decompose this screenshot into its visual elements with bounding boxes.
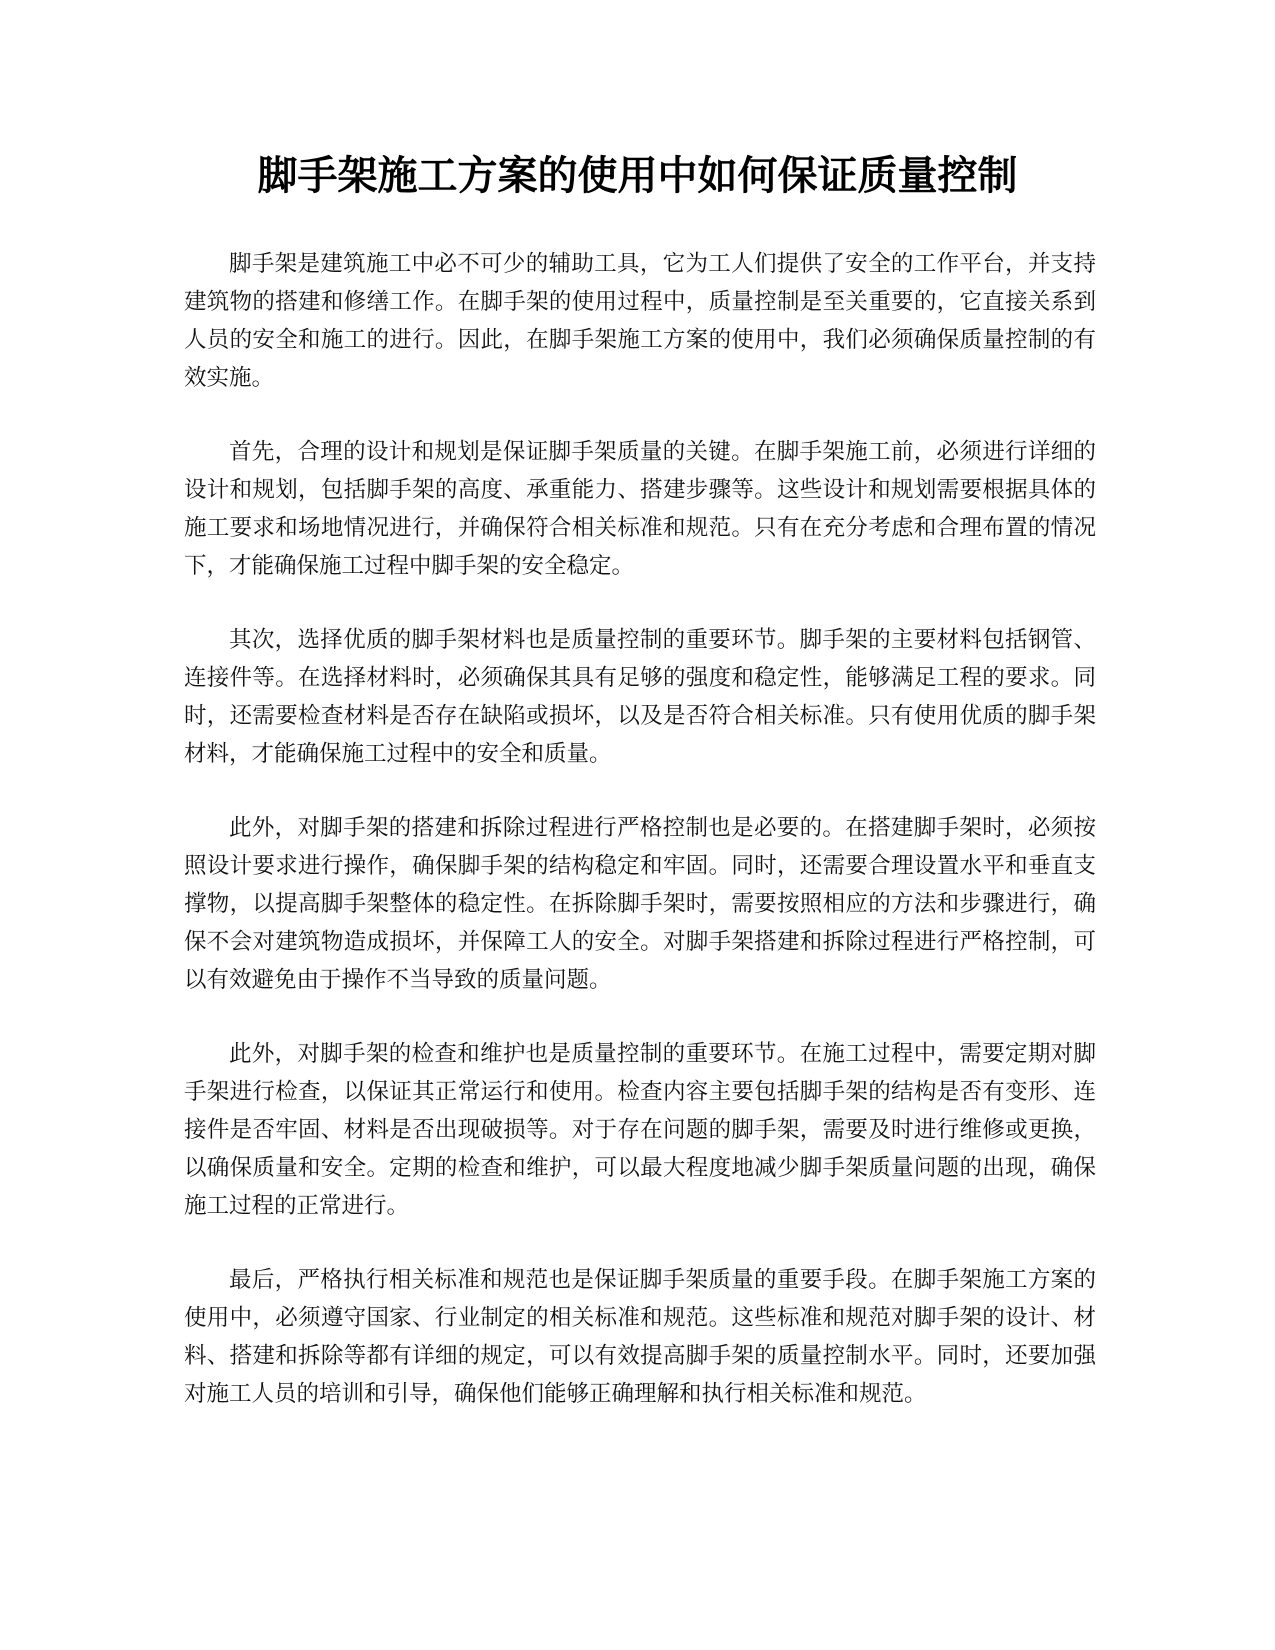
- paragraph-materials: 其次，选择优质的脚手架材料也是质量控制的重要环节。脚手架的主要材料包括钢管、连接件等。在选择材料时，必须确保其具有足够的强度和稳定性，能够满足工程的要求。同时，还需要检查材料是否存在缺陷或损坏，以及是否符合相关标准。只有使用优质的脚手架材料，才能确保施工过程中的安全和质量。: [184, 627, 1096, 767]
- paragraph-inspection-maintenance: 此外，对脚手架的检查和维护也是质量控制的重要环节。在施工过程中，需要定期对脚手架进行检查，以保证其正常运行和使用。检查内容主要包括脚手架的结构是否有变形、连接件是否牢固、材料是否出现破损等。对于存在问题的脚手架，需要及时进行维修或更换，以确保质量和安全。定期的检查和维护，可以最大程度地减少脚手架质量问题的出现，确保施工过程的正常进行。: [184, 1041, 1096, 1219]
- document-title: 脚手架施工方案的使用中如何保证质量控制: [257, 153, 1018, 199]
- paragraph-intro: 脚手架是建筑施工中必不可少的辅助工具，它为工人们提供了安全的工作平台，并支持建筑物的搭建和修缮工作。在脚手架的使用过程中，质量控制是至关重要的，它直接关系到人员的安全和施工的进行。因此，在脚手架施工方案的使用中，我们必须确保质量控制的有效实施。: [184, 251, 1096, 391]
- document-body: [184, 245, 1096, 1449]
- paragraph-standards: 最后，严格执行相关标准和规范也是保证脚手架质量的重要手段。在脚手架施工方案的使用中，必须遵守国家、行业制定的相关标准和规范。这些标准和规范对脚手架的设计、材料、搭建和拆除等都有详细的规定，可以有效提高脚手架的质量控制水平。同时，还要加强对施工人员的培训和引导，确保他们能够正确理解和执行相关标准和规范。: [184, 1267, 1096, 1407]
- paragraph-erection-removal: 此外，对脚手架的搭建和拆除过程进行严格控制也是必要的。在搭建脚手架时，必须按照设计要求进行操作，确保脚手架的结构稳定和牢固。同时，还需要合理设置水平和垂直支撑物，以提高脚手架整体的稳定性。在拆除脚手架时，需要按照相应的方法和步骤进行，确保不会对建筑物造成损坏，并保障工人的安全。对脚手架搭建和拆除过程进行严格控制，可以有效避免由于操作不当导致的质量问题。: [184, 815, 1096, 993]
- paragraph-design-planning: 首先，合理的设计和规划是保证脚手架质量的关键。在脚手架施工前，必须进行详细的设计和规划，包括脚手架的高度、承重能力、搭建步骤等。这些设计和规划需要根据具体的施工要求和场地情况进行，并确保符合相关标准和规范。只有在充分考虑和合理布置的情况下，才能确保施工过程中脚手架的安全稳定。: [184, 439, 1096, 579]
